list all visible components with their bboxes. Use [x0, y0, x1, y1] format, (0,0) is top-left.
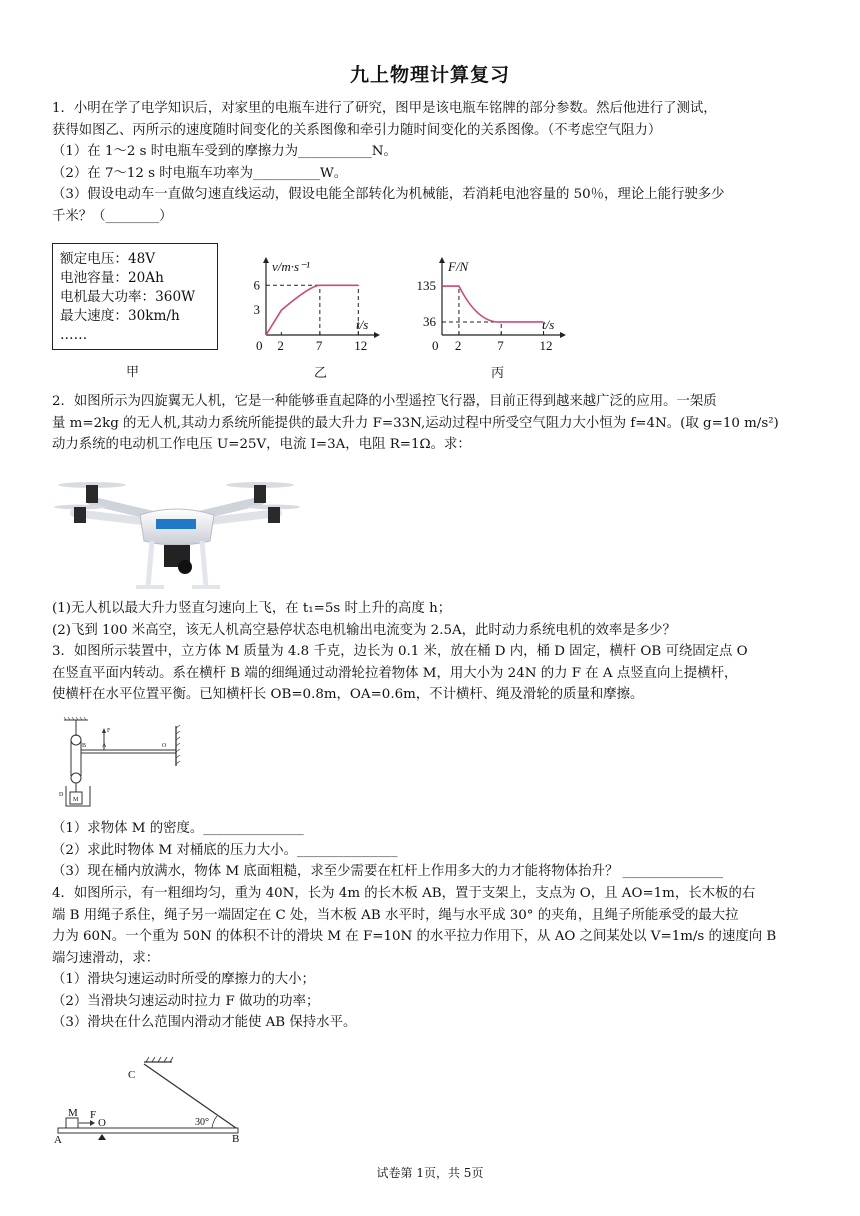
- q4-stem-line4: 端匀速滑动，求：: [52, 950, 160, 966]
- x-axis-arrow: [560, 332, 566, 338]
- q4-part1: （1）滑块匀速运动时所受的摩擦力的大小；: [52, 972, 315, 987]
- page-title: 九上物理计算复习: [349, 64, 510, 86]
- label-M: M: [73, 797, 79, 803]
- question-2: [52, 391, 822, 456]
- nameplate-line: 最大速度：30km/h: [60, 308, 180, 324]
- nameplate-line: 电池容量：20Ah: [60, 270, 164, 286]
- q4-stem-line2: 端 B 用绳子系住，绳子另一端固定在 C 处，当木板 AB 水平时，绳与水平成 30° 的夹角，且绳子所能承受的最大拉: [52, 907, 739, 923]
- page-footer: 试卷第 1页，共 5页: [376, 1166, 484, 1180]
- velocity-time-chart: [240, 240, 390, 360]
- x-axis-label: t/s: [356, 317, 369, 332]
- question-4: [52, 883, 822, 1034]
- q3-stem-line1: 3．如图所示装置中，立方体 M 质量为 4.8 千克，边长为 0.1 米，放在桶 D 内，桶 D 固定，横杆 OB 可绕固定点 O: [52, 644, 748, 659]
- caption-yi: 乙: [314, 366, 328, 381]
- data-line: [266, 285, 358, 335]
- label-C: C: [128, 1069, 136, 1081]
- label-M: M: [68, 1107, 78, 1119]
- q2-stem-line3: 动力系统的电动机工作电压 U=25V，电流 I=3A，电阻 R=1Ω。求：: [52, 437, 471, 452]
- q1-stem-line2: 获得如图乙、丙所示的速度随时间变化的关系图像和牵引力随时间变化的关系图像。（不考虑空气阻力）: [52, 122, 662, 138]
- caption-bing: 丙: [491, 366, 505, 381]
- y-axis-label: v/m·s⁻¹: [272, 259, 310, 274]
- q2-part2: (2)飞到 100 米高空，该无人机高空悬停状态电机输出电流变为 2.5A，此时动力系统电机的效率是多少？: [52, 622, 676, 638]
- nameplate-line: 电机最大功率：360W: [60, 289, 196, 305]
- y-tick-label: 6: [253, 277, 260, 293]
- label-O: O: [162, 743, 167, 749]
- plank-rope-diagram: [52, 1056, 252, 1148]
- label-D: D: [59, 792, 64, 798]
- q1-part3-line1: （3）假设电动车一直做匀速直线运动，假设电能全部转化为机械能，若消耗电池容量的 50％，理论上能行驶多少: [52, 187, 725, 202]
- nameplate-line: 额定电压：48V: [60, 251, 156, 267]
- q2-stem-line2: 量 m=2kg 的无人机,其动力系统所能提供的最大升力 F=33N,运动过程中所受空气阻力大小恒为 f=4N。(取 g=10 m/s²): [52, 415, 779, 431]
- q2-stem-line1: 2．如图所示为四旋翼无人机，它是一种能够垂直起降的小型遥控飞行器，目前正得到越来越广泛的应用。一架质: [52, 394, 717, 409]
- label-angle: 30°: [195, 1117, 209, 1128]
- y-axis-arrow: [439, 257, 445, 263]
- x-tick-label: 0: [432, 338, 439, 353]
- q4-stem-line1: 4．如图所示，有一粗细均匀，重为 40N，长为 4m 的长木板 AB，置于支架上，支点为 O，且 AO=1m，长木板的右: [52, 886, 756, 901]
- x-tick-label: 7: [315, 338, 323, 353]
- label-A: A: [54, 1134, 62, 1146]
- y-tick-label: 135: [416, 278, 436, 294]
- label-F: F: [90, 1109, 97, 1121]
- q1-part3-line2: 千米？（________）: [52, 208, 173, 224]
- q1-part1: （1）在 1～2 s 时电瓶车受到的摩擦力为___________N。: [52, 144, 397, 159]
- x-tick-label: 12: [539, 338, 553, 353]
- x-tick-label: 7: [497, 338, 504, 353]
- x-axis-arrow: [374, 332, 380, 338]
- x-tick-label: 12: [354, 338, 368, 353]
- q1-part2: （2）在 7～12 s 时电瓶车功率为__________W。: [52, 165, 348, 181]
- x-axis-label: t/s: [542, 317, 555, 332]
- lever-pulley-diagram: [56, 716, 186, 812]
- q3-part2: （2）求此时物体 M 对桶底的压力大小。_______________: [52, 842, 398, 858]
- y-tick-label: 36: [423, 313, 436, 329]
- question-3: [52, 641, 822, 706]
- label-A: A: [102, 743, 107, 749]
- q3-stem-line2: 在竖直平面内转动。系在横杆 B 端的细绳通过动滑轮拉着物体 M，用大小为 24N 的力 F 在 A 点竖直向上提横杆，: [52, 665, 738, 681]
- drone-illustration: [52, 463, 300, 593]
- caption-jia: 甲: [126, 365, 140, 380]
- x-tick-label: 2: [277, 338, 284, 353]
- y-axis-label: F/N: [448, 259, 469, 274]
- label-F: F: [107, 728, 111, 734]
- y-axis-arrow: [263, 257, 269, 263]
- nameplate-figure: [52, 243, 218, 350]
- data-line: [442, 286, 544, 322]
- q2-part1: (1)无人机以最大升力竖直匀速向上飞，在 t₁=5s 时上升的高度 h；: [52, 601, 452, 616]
- q3-stem-line3: 使横杆在水平位置平衡。已知横杆长 OB=0.8m，OA=0.6m，不计横杆、绳及滑轮的质量和摩擦。: [52, 687, 644, 702]
- nameplate-line: ……: [60, 327, 88, 343]
- question-3-parts: [52, 818, 822, 883]
- question-2-parts: [52, 598, 822, 641]
- q3-part3: （3）现在桶内放满水，物体 M 底面粗糙，求至少需要在杠杆上作用多大的力才能将物体抬升？ _______________: [52, 864, 724, 879]
- x-tick-label: 0: [256, 338, 263, 353]
- force-time-chart: [405, 240, 580, 360]
- question-1: [52, 98, 822, 227]
- q4-stem-line3: 力为 60N。一个重为 50N 的体积不计的滑块 M 在 F=10N 的水平拉力作用下，从 AO 之间某处以 V=1m/s 的速度向 B: [52, 929, 777, 944]
- q3-part1: （1）求物体 M 的密度。_______________: [52, 821, 304, 836]
- q1-stem-line1: 1．小明在学了电学知识后，对家里的电瓶车进行了研究，图甲是该电瓶车铭牌的部分参数。然后他进行了测试，: [52, 101, 717, 116]
- label-O: O: [98, 1117, 106, 1129]
- q4-part3: （3）滑块在什么范围内滑动才能使 AB 保持水平。: [52, 1015, 357, 1030]
- label-B: B: [232, 1133, 240, 1145]
- x-tick-label: 2: [454, 338, 462, 353]
- label-B: B: [82, 743, 87, 749]
- y-tick-label: 3: [253, 302, 260, 318]
- q4-part2: （2）当滑块匀速运动时拉力 F 做功的功率；: [52, 993, 320, 1009]
